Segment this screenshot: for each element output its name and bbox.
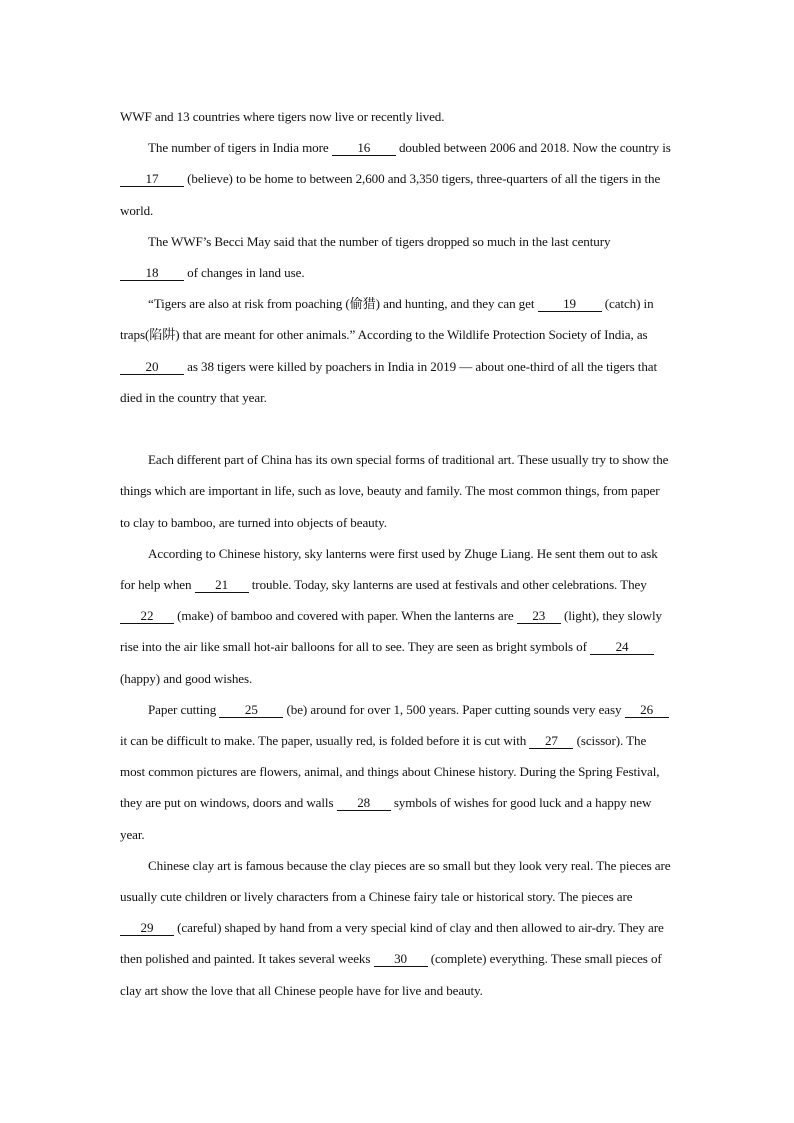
text-run: of changes in land use. [184, 265, 305, 281]
text-run: as 38 tigers were killed by poachers in India in 2019 — about one-third of all the tigers that died in the country that year. [120, 358, 658, 405]
blank-30: 30 [374, 952, 428, 967]
blank-25: 25 [219, 703, 283, 718]
paragraph [120, 288, 672, 413]
text-run: Paper cutting [148, 701, 220, 717]
document-body [120, 101, 672, 1006]
paragraph [120, 226, 672, 288]
blank-27: 27 [529, 734, 573, 749]
text-run: (happy) and good wishes. [120, 670, 253, 686]
blank-29: 29 [120, 921, 174, 936]
passage-divider [120, 413, 672, 444]
text-run: (be) around for over 1, 500 years. Paper cutting sounds very easy [283, 701, 625, 717]
text-run: The number of tigers in India more [148, 140, 332, 156]
blank-24: 24 [590, 640, 654, 655]
text-run: (scissor). The most common pictures are flowers, animal, and things about Chinese history. During the Spring Festival, they are put on windows, doors and walls [120, 733, 660, 811]
text-run: (light), they slowly rise into the air like small hot-air balloons for all to see. They are seen as bright symbols of [120, 608, 662, 655]
paragraph [120, 538, 672, 694]
text-run: trouble. Today, sky lanterns are used at festivals and other celebrations. They [248, 577, 647, 593]
blank-22: 22 [120, 609, 174, 624]
blank-16: 16 [332, 141, 396, 156]
blank-28: 28 [337, 796, 391, 811]
text-run: (complete) everything. These small pieces of clay art show the love that all Chinese people have for live and beauty. [120, 951, 662, 998]
text-run: Each different part of China has its own special forms of traditional art. These usually try to show the things which are important in life, such as love, beauty and family. The most common things, from paper to clay to bamboo, are turned into objects of beauty. [120, 452, 669, 530]
text-run: (catch) in traps(陷阱) that are meant for other animals.” According to the Wildlife Protection Society of India, as [120, 296, 654, 343]
blank-19: 19 [538, 297, 602, 312]
text-run: it can be difficult to make. The paper, usually red, is folded before it is cut with [120, 733, 530, 749]
text-run: symbols of wishes for good luck and a happy new year. [120, 795, 652, 842]
text-run: According to Chinese history, sky lanterns were first used by Zhuge Liang. He sent them out to ask for help when [120, 545, 658, 593]
paragraph [120, 101, 672, 132]
paragraph [120, 444, 672, 538]
text-run: WWF and 13 countries where tigers now live or recently lived. [120, 109, 445, 124]
paragraph [120, 694, 672, 850]
blank-18: 18 [120, 266, 184, 281]
text-run: doubled between 2006 and 2018. Now the country is [395, 140, 671, 156]
paragraph [120, 132, 672, 226]
blank-23: 23 [517, 609, 561, 624]
text-run: (make) of bamboo and covered with paper. When the lanterns are [174, 608, 517, 624]
blank-20: 20 [120, 360, 184, 375]
text-run: The WWF’s Becci May said that the number of tigers dropped so much in the last century [148, 233, 611, 249]
text-run: (believe) to be home to between 2,600 and 3,350 tigers, three-quarters of all the tigers in the world. [120, 171, 661, 218]
text-run: (careful) shaped by hand from a very special kind of clay and then allowed to air-dry. They are then polished and painted. It takes several weeks [120, 920, 664, 967]
blank-26: 26 [625, 703, 669, 718]
paragraph [120, 850, 672, 1006]
text-run: “Tigers are also at risk from poaching (偷猎) and hunting, and they can get [148, 296, 538, 312]
text-run: Chinese clay art is famous because the clay pieces are so small but they look very real. The pieces are usually cute children or lively characters from a Chinese fairy tale or historical story. The pieces are [120, 857, 671, 905]
blank-17: 17 [120, 172, 184, 187]
blank-21: 21 [195, 578, 249, 593]
